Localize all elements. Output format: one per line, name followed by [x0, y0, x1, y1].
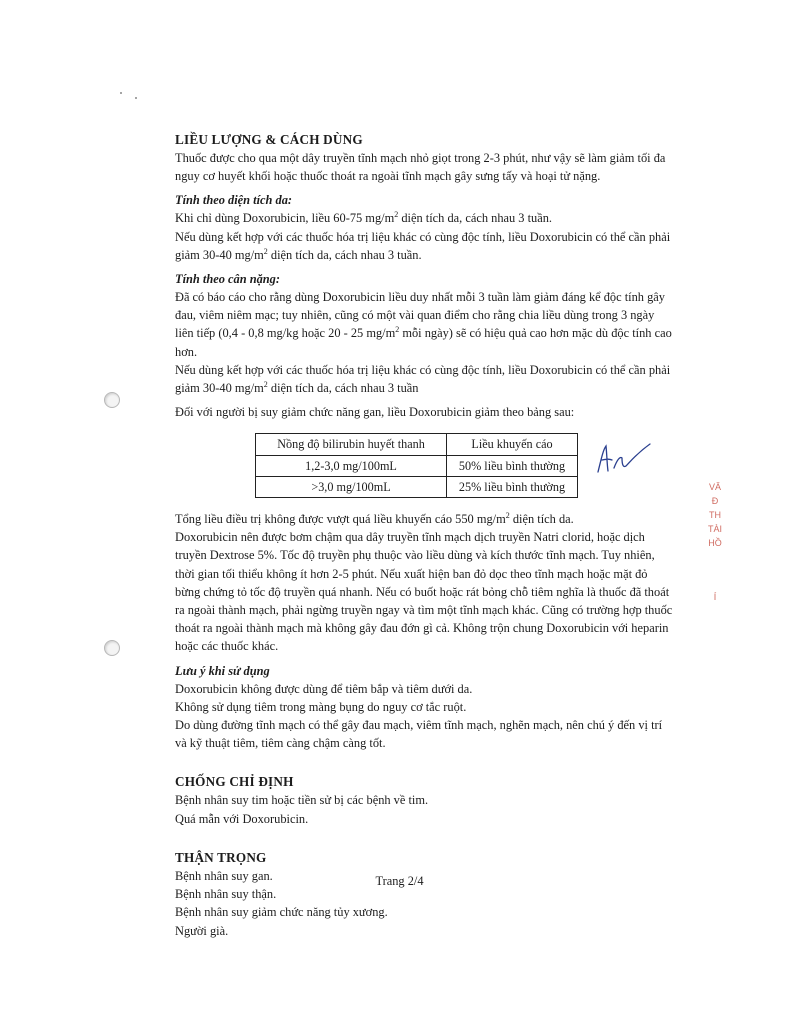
by-area-subheading: Tính theo diện tích da:	[175, 193, 293, 208]
usage-notes-subheading: Lưu ý khi sử dụng	[175, 663, 270, 678]
table-header-row	[256, 434, 578, 455]
total-dose-limit: Tổng liều điều trị không được vượt quá liều khuyến cáo 550 $mg/m^2$ diện tích da.	[175, 510, 574, 527]
list-item: Do dùng đường tĩnh mạch có thể gây đau mạch, viêm tĩnh mạch, nghẽn mạch, nên chú ý đến vị trí và kỹ thuật tiêm, tiêm càng chậm càng tốt.	[175, 718, 663, 751]
list-item: Bệnh nhân suy giảm chức năng tủy xương.	[175, 905, 388, 920]
scan-speck	[120, 92, 122, 94]
dosage-heading: LIỀU LƯỢNG & CÁCH DÙNG	[175, 132, 363, 147]
by-area-line-2: Nếu dùng kết hợp với các thuốc hóa trị liệu khác có cùng độc tính, liều Doxorubicin có thể cần phải giảm 30-40 $mg/m^2$ diện tích da, cách nhau 3 tuần.	[175, 229, 671, 262]
table-row	[256, 455, 578, 476]
list-item: Bệnh nhân suy tim hoặc tiền sử bị các bệnh về tim.	[175, 793, 429, 808]
document-body	[175, 130, 675, 940]
list-item: Bệnh nhân suy thận.	[175, 887, 277, 902]
bilirubin-dose-table	[255, 433, 578, 498]
list-item: Không sử dụng tiêm trong màng bụng do nguy cơ tắc ruột.	[175, 699, 467, 714]
dosage-intro: Thuốc được cho qua một dây truyền tĩnh mạch nhỏ giọt trong 2-3 phút, như vậy sẽ làm giảm tối đa nguy cơ huyết khối hoặc thuốc thoát ra ngoài tĩnh mạch gây sưng tấy và hoại tử nặng.	[175, 151, 666, 184]
table-row	[256, 476, 578, 497]
table-cell: >3,0 mg/100mL	[256, 476, 447, 497]
signature-mark	[592, 438, 654, 483]
red-stamp-fragment: VĂ Đ TH TÀI HỒ Í	[707, 482, 722, 602]
by-weight-para-2: Nếu dùng kết hợp với các thuốc hóa trị liệu khác có cùng độc tính, liều Doxorubicin có thể cần phải giảm 30-40 $mg/m^2$ diện tích da, cách nhau 3 tuần	[175, 362, 671, 396]
administration-paragraph: Doxorubicin nên được bơm chậm qua dây truyền tĩnh mạch dịch truyền Natri clorid, hoặc dịch truyền Dextrose 5%. Tốc độ truyền phụ thuộc vào liều dùng và kích thước tĩnh mạch. Tuy nhiên, thời gian tối thiểu không ít hơn 2-5 phút. Nếu xuất hiện ban đỏ dọc theo tĩnh mạch hoặc mặt đỏ bừng chứng tỏ tốc độ truyền quá nhanh. Nếu có buốt hoặc rát bỏng chỗ tiêm nghĩa là thuốc đã thoát ra ngoài thành mạch, phải ngừng truyền ngay và tìm một tĩnh mạch khác. Cũng có trường hợp thuốc thoát ra ngoài thành mạch mà không gây đau đớn gì cả. Không trộn chung Doxorubicin với heparin hoặc các thuốc khác.	[175, 530, 673, 654]
by-area-line-1: Khi chỉ dùng Doxorubicin, liều 60-75 $mg/m^2$ diện tích da, cách nhau 3 tuần.	[175, 210, 553, 226]
table-cell: 25% liều bình thường	[447, 476, 578, 497]
table-header-cell: Liều khuyến cáo	[447, 434, 578, 455]
list-item: Người già.	[175, 923, 229, 938]
list-item: Quá mẫn với Doxorubicin.	[175, 811, 309, 826]
contraindications-heading: CHỐNG CHỈ ĐỊNH	[175, 774, 294, 790]
by-weight-subheading: Tính theo cân nặng:	[175, 272, 280, 287]
by-weight-para-1: Đã có báo cáo cho rằng dùng Doxorubicin liều duy nhất mỗi 3 tuần làm giảm đáng kể độc tính gây đau, viêm niêm mạc; tuy nhiên, cũng có một vài quan điểm cho rằng chia liều dùng trong 3 ngày liên tiếp (0,4 - 0,8 mg/kg hoặc 20 - 25 $mg/m^2$ mỗi ngày) sẽ có hiệu quả cao hơn mặc dù độc tính cao hơn.	[175, 290, 672, 359]
list-item: Doxorubicin không được dùng để tiêm bắp và tiêm dưới da.	[175, 681, 473, 696]
liver-note: Đối với người bị suy giảm chức năng gan, liều Doxorubicin giảm theo bảng sau:	[175, 405, 575, 420]
table-cell: 1,2-3,0 mg/100mL	[256, 455, 447, 476]
punch-hole-bottom	[104, 640, 120, 656]
scan-speck	[135, 97, 137, 99]
table-cell: 50% liều bình thường	[447, 455, 578, 476]
table-header-cell: Nồng độ bilirubin huyết thanh	[256, 434, 447, 455]
list-item: Bệnh nhân suy gan.	[175, 868, 273, 883]
precautions-heading: THẬN TRỌNG	[175, 849, 267, 865]
punch-hole-top	[104, 392, 120, 408]
page-number: Trang 2/4	[375, 874, 424, 888]
